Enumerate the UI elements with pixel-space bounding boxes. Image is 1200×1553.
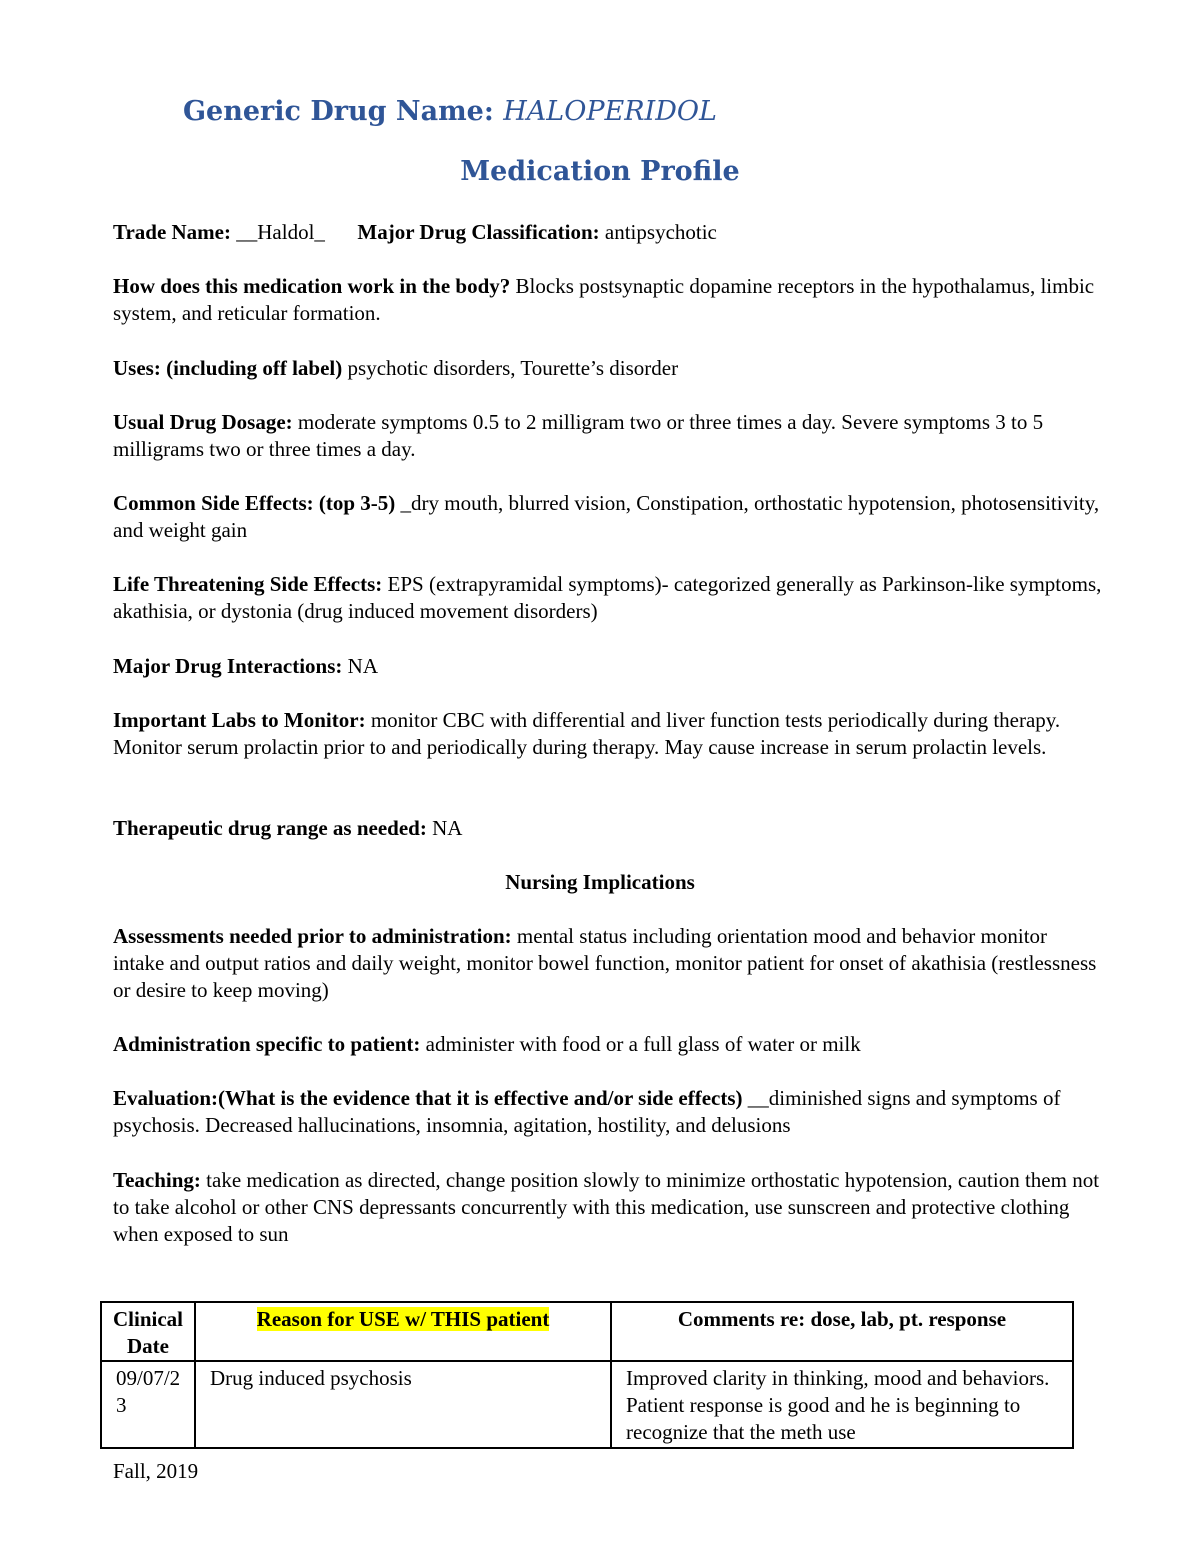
dosage-label: Usual Drug Dosage: — [113, 410, 293, 434]
mechanism-label: How does this medication work in the body? — [113, 274, 511, 298]
range-text: NA — [432, 816, 463, 840]
dosage-section — [113, 409, 1103, 463]
reason-value: Drug induced psychosis — [210, 1366, 412, 1390]
mechanism-section — [113, 273, 1103, 327]
table-row — [101, 1361, 1073, 1448]
assessments-section — [113, 923, 1103, 1004]
comments-value: Improved clarity in thinking, mood and behaviors. Patient response is good and he is beginning to recognize that the meth use — [626, 1366, 1050, 1444]
range-section — [113, 815, 1103, 842]
reason-header-text: Reason for USE w/ THIS patient — [256, 1307, 550, 1331]
teaching-text: take medication as directed, change position slowly to minimize orthostatic hypotension, caution them not to take alcohol or other CNS depressants concurrently with this medication, use sunscreen and protective clothing when exposed to sun — [113, 1168, 1100, 1246]
table-header-row — [101, 1302, 1073, 1361]
table-cell-date — [101, 1361, 195, 1448]
classification-value: antipsychotic — [604, 220, 717, 244]
page-title: Medication Profile — [460, 156, 740, 187]
date-value: 09/07/23 — [116, 1366, 181, 1417]
uses-label: Uses: (including off label) — [113, 356, 343, 380]
labs-section — [113, 707, 1103, 761]
side-effects-text: _dry mouth, blurred vision, Constipation, orthostatic hypotension, photosensitivity, and weight gain — [113, 491, 1100, 542]
labs-text: monitor CBC with differential and liver function tests periodically during therapy. Monitor serum prolactin prior to and periodically during therapy. May cause increase in serum prolactin levels. — [113, 708, 1061, 759]
uses-section — [113, 355, 1103, 382]
labs-label: Important Labs to Monitor: — [113, 708, 366, 732]
clinical-date-header: Clinical Date — [101, 1302, 195, 1361]
mechanism-text: Blocks postsynaptic dopamine receptors in the hypothalamus, limbic system, and reticular formation. — [113, 274, 1095, 325]
comments-header: Comments re: dose, lab, pt. response — [611, 1302, 1073, 1361]
range-label: Therapeutic drug range as needed: — [113, 816, 427, 840]
trade-name-line — [113, 219, 1103, 246]
table-cell-reason — [195, 1361, 611, 1448]
teaching-label: Teaching: — [113, 1168, 201, 1192]
assessments-label: Assessments needed prior to administration: — [113, 924, 512, 948]
interactions-section — [113, 653, 1103, 680]
generic-drug-value: HALOPERIDOL — [503, 96, 717, 127]
life-threatening-section — [113, 571, 1103, 625]
reason-header — [195, 1302, 611, 1361]
side-effects-section — [113, 490, 1103, 544]
clinical-table — [100, 1301, 1074, 1449]
life-threatening-label: Life Threatening Side Effects: — [113, 572, 383, 596]
assessments-text: mental status including orientation mood and behavior monitor intake and output ratios and daily weight, monitor bowel function, monitor patient for onset of akathisia (restlessness or desire to keep moving) — [113, 924, 1097, 1002]
footer-term: Fall, 2019 — [113, 1459, 199, 1483]
administration-label: Administration specific to patient: — [113, 1032, 421, 1056]
administration-text: administer with food or a full glass of water or milk — [425, 1032, 861, 1056]
generic-drug-label: Generic Drug Name: — [183, 96, 494, 127]
nursing-implications-heading: Nursing Implications — [505, 870, 695, 894]
evaluation-text: __diminished signs and symptoms of psychosis. Decreased hallucinations, insomnia, agitation, hostility, and delusions — [113, 1086, 1061, 1137]
uses-text: psychotic disorders, Tourette’s disorder — [347, 356, 679, 380]
side-effects-label: Common Side Effects: (top 3-5) — [113, 491, 396, 515]
teaching-section — [113, 1167, 1103, 1248]
evaluation-section — [113, 1085, 1103, 1139]
table-cell-comments — [611, 1361, 1073, 1448]
administration-section — [113, 1031, 1103, 1058]
trade-name-value: __Haldol_ — [236, 220, 325, 244]
evaluation-label: Evaluation:(What is the evidence that it is effective and/or side effects) — [113, 1086, 743, 1110]
interactions-label: Major Drug Interactions: — [113, 654, 343, 678]
classification-label: Major Drug Classification: — [357, 220, 600, 244]
generic-drug-title — [183, 96, 717, 127]
dosage-text: moderate symptoms 0.5 to 2 milligram two or three times a day. Severe symptoms 3 to 5 milligrams two or three times a day. — [113, 410, 1044, 461]
interactions-text: NA — [347, 654, 378, 678]
life-threatening-text: EPS (extrapyramidal symptoms)- categorized generally as Parkinson-like symptoms, akathisia, or dystonia (drug induced movement disorders) — [113, 572, 1102, 623]
trade-name-label: Trade Name: — [113, 220, 231, 244]
